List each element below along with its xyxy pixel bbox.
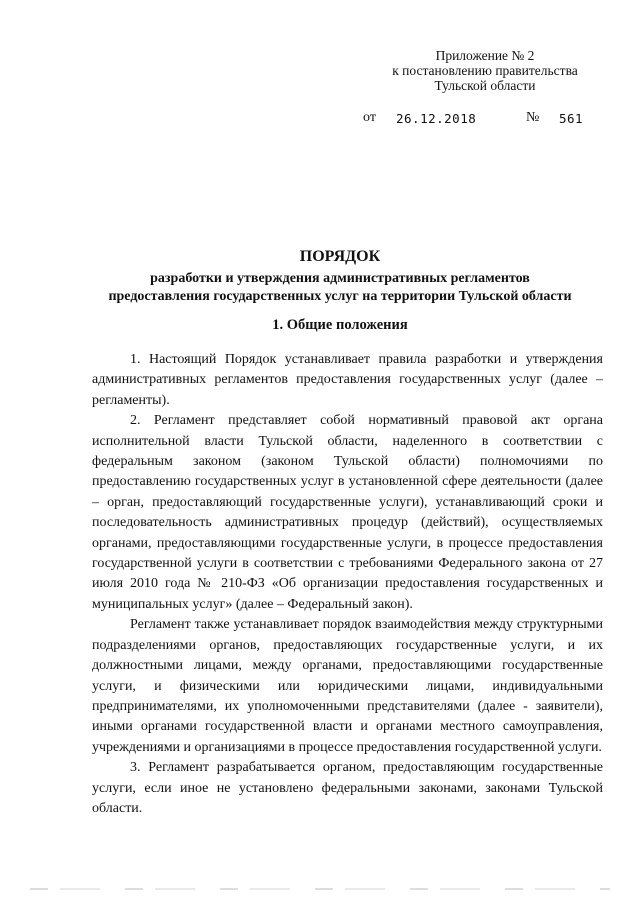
- paragraph: 1. Настоящий Порядок устанавливает правила разработки и утверждения административных регламентов предоставления государственных услуг (далее – регламенты).: [92, 352, 603, 408]
- appendix-line: Тульской области: [434, 78, 536, 93]
- document-title: ПОРЯДОК: [299, 248, 381, 265]
- number-prefix: №: [526, 110, 540, 125]
- decree-number: 561: [559, 111, 584, 126]
- paragraph: 2. Регламент представляет собой нормативный правовой акт органа исполнительной власти Тульской области, наделенного в соответствии с федеральным законом (законом Тульской области) полномочиями по предоставлению государственных услуг в установленной сфере деятельности (далее – орган, предоставляющий государственные услуги), устанавливающий сроки и последовательность административных процедур (действий), осуществляемых органами, предоставляющими государственные услуги, в процессе предоставления государственной услуги в соответствии с требованиями Федерального закона от 27 июля 2010 года № 210-ФЗ «Об организации предоставления государственных и муниципальных услуг» (далее – Федеральный закон).: [92, 413, 603, 612]
- document-subtitle-line: предоставления государственных услуг на территории Тульской области: [108, 289, 572, 304]
- date-prefix: от: [363, 110, 376, 125]
- appendix-line: Приложение № 2: [435, 48, 535, 63]
- section-body: [92, 350, 603, 819]
- document-title-block: [60, 248, 620, 306]
- appendix-line: к постановлению правительства: [392, 63, 578, 78]
- document-subtitle-line: разработки и утверждения административных регламентов: [150, 271, 530, 286]
- scan-edge-artifact: [30, 888, 610, 890]
- decree-date: 26.12.2018: [396, 111, 477, 126]
- paragraph: Регламент также устанавливает порядок взаимодействия между структурными подразделениями органов, предоставляющих государственные услуги, и их должностными лицами, между органами, предоставляющими государственные услуги, и физическими или юридическими лицами, индивидуальными предпринимателями, их уполномоченными представителями (далее - заявители), иными органами государственной власти и органами местного самоуправления, учреждениями и организациями в процессе предоставления государственной услуги.: [92, 617, 603, 755]
- appendix-block: [350, 48, 620, 93]
- decree-date-number: [363, 110, 603, 128]
- section-heading: 1. Общие положения: [272, 317, 408, 333]
- paragraph: 3. Регламент разрабатывается органом, предоставляющим государственные услуги, если иное не установлено федеральными законами, законами Тульской области.: [92, 760, 603, 816]
